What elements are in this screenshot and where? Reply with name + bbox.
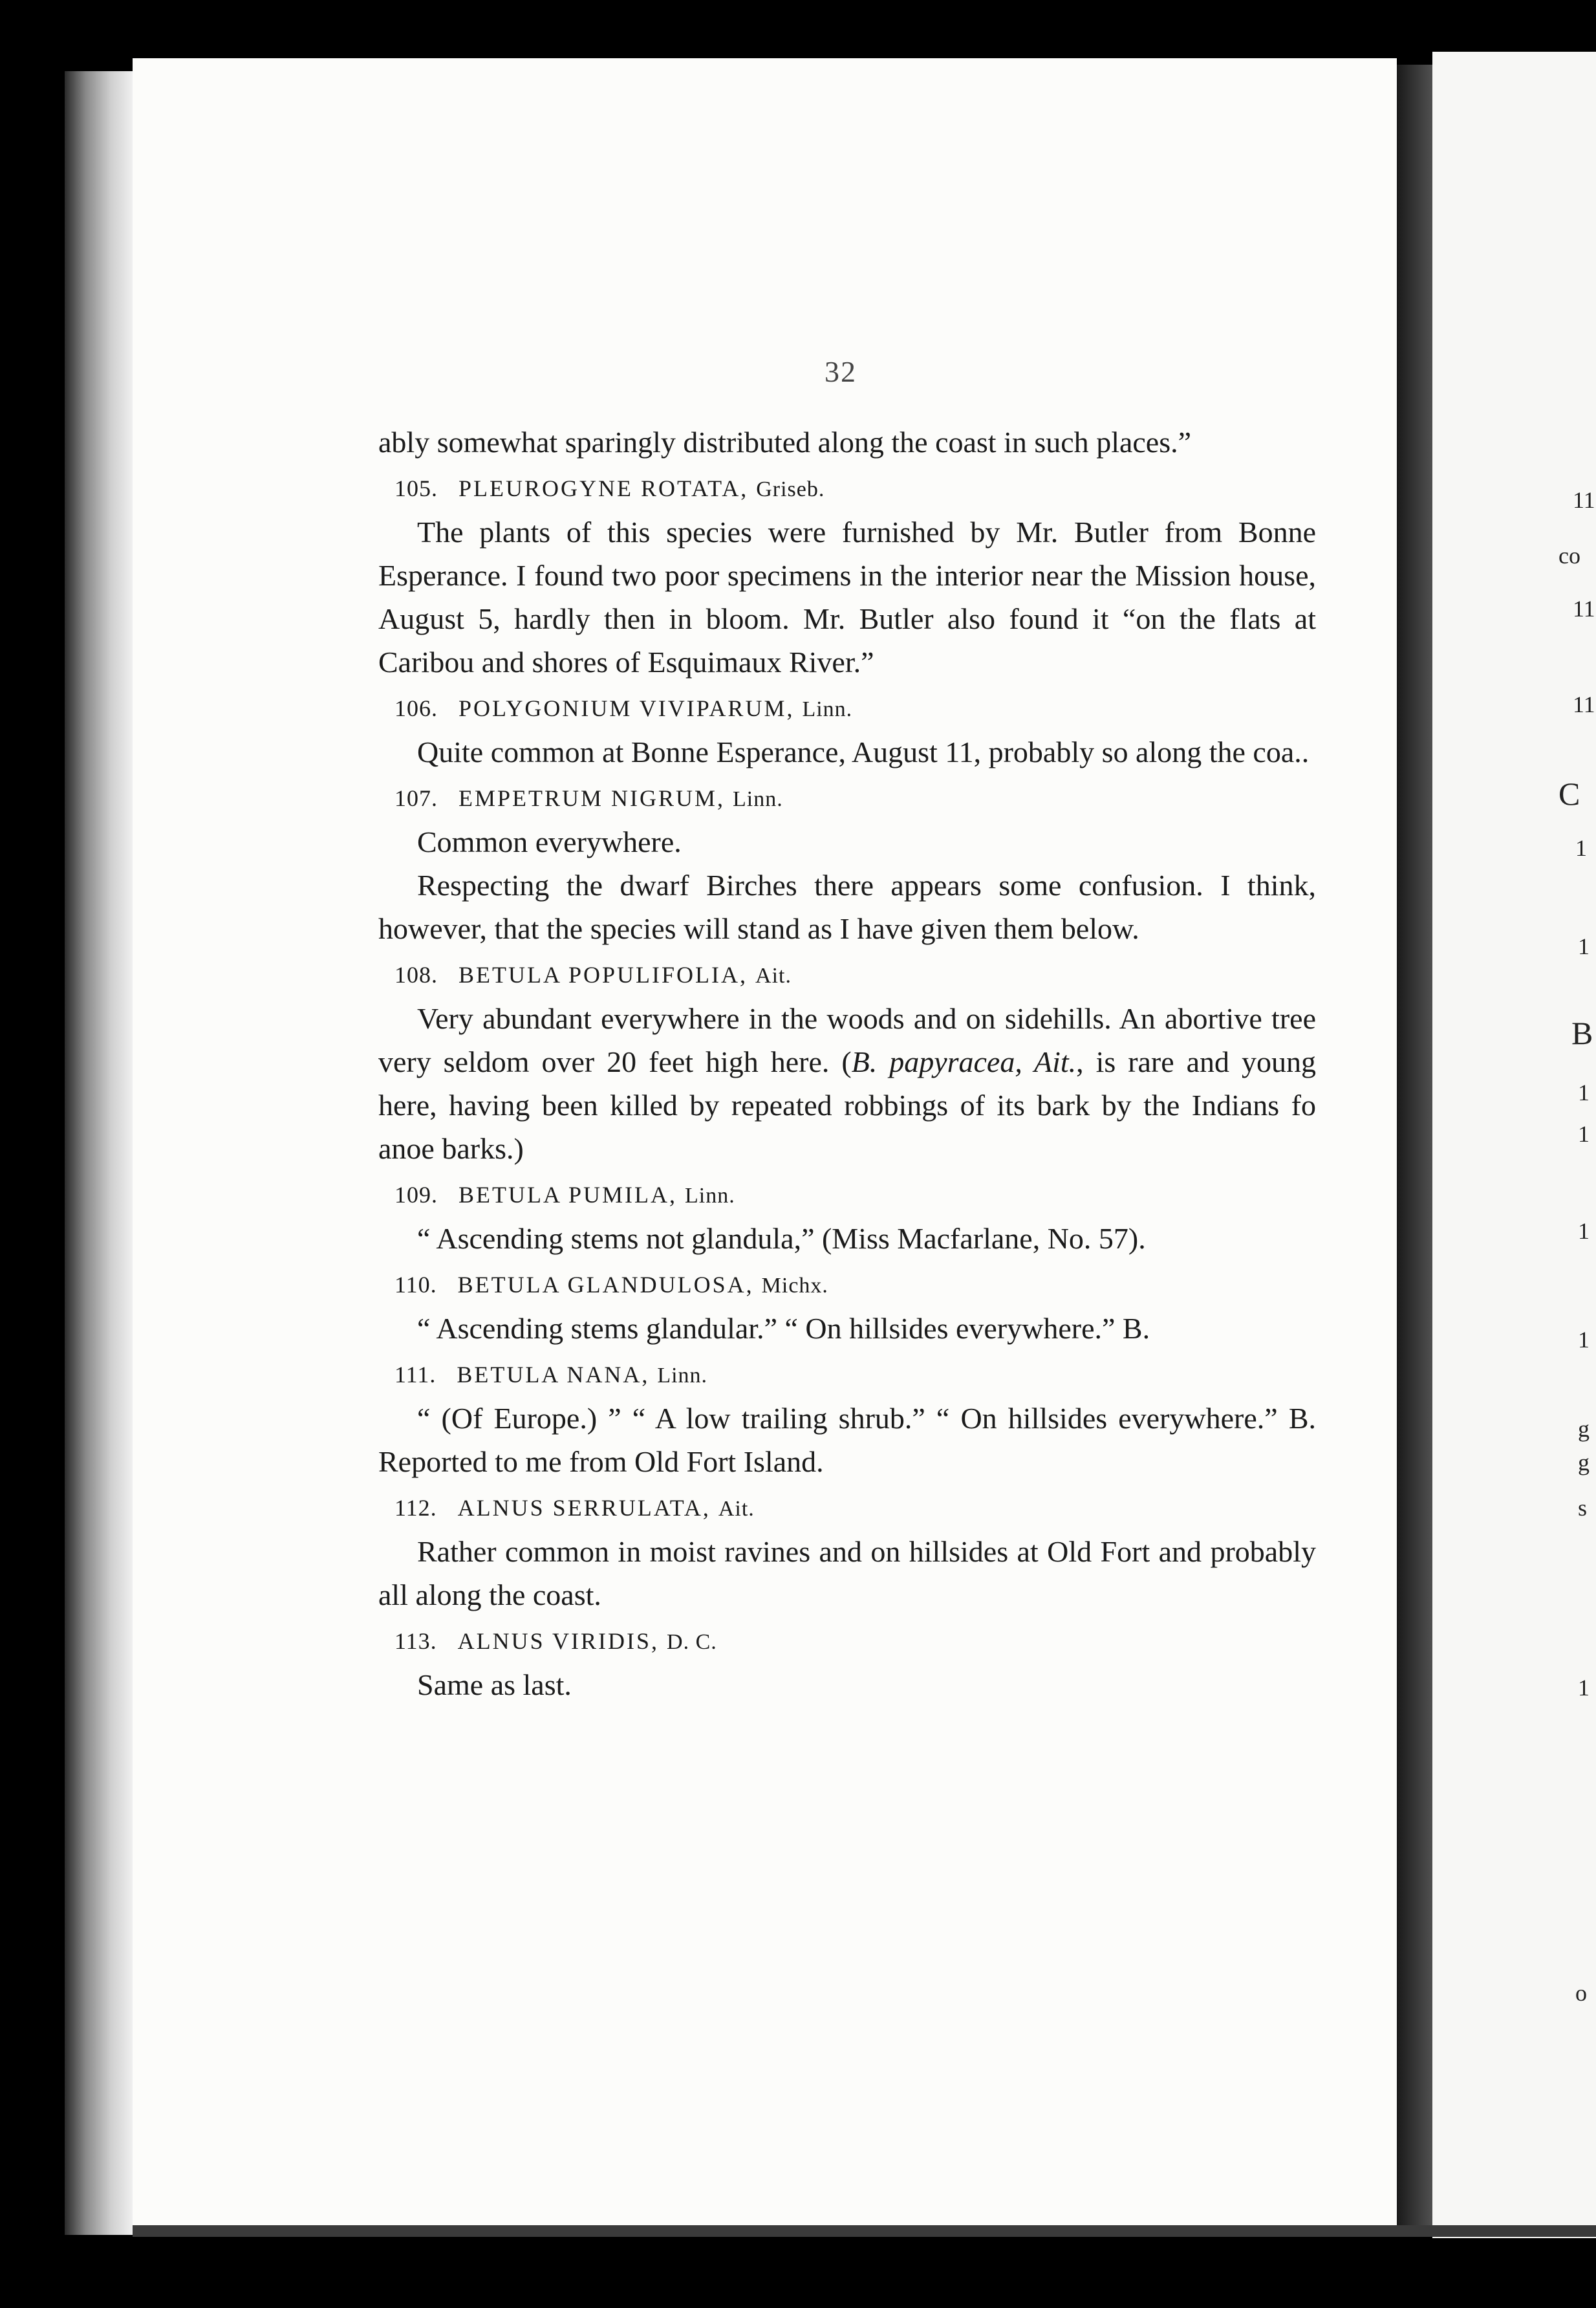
species-name: BETULA GLANDULOSA, [457,1272,754,1298]
page-text [378,349,1316,1706]
entry-text: Quite common at Bonne Esperance, August 11, probably so along the coa.. [417,735,1310,768]
facing-page-fragment: 11 [1573,691,1595,717]
entry-text: “ Ascending stems not glandula,” (Miss Macfarlane, No. 57). [417,1222,1146,1255]
entry-number: 109. [394,1182,438,1208]
entry-number: 108. [394,962,438,988]
species-name: ALNUS SERRULATA, [457,1495,711,1521]
entry-text: Same as last. [417,1668,572,1701]
species-name: BETULA POPULIFOLIA, [458,962,748,988]
species-name: BETULA PUMILA, [458,1182,677,1208]
facing-page-fragment: 1 [1578,1675,1590,1701]
species-name: PLEUROGYNE ROTATA, [458,475,749,501]
entry-number: 107. [394,785,438,811]
entry-text: Respecting the dwarf Birches there appears some confusion. I think, however, that the species will stand as I have given them below. [378,869,1316,945]
entry-text: “ Ascending stems glandular.” “ On hillsides everywhere.” B. [417,1312,1150,1345]
entry-number: 110. [394,1272,437,1298]
opening-paragraph: ably somewhat sparingly distributed along the coast in such places.” [378,426,1192,459]
facing-page-fragment: B [1571,1015,1593,1051]
facing-page-fragment: 11 [1573,487,1595,513]
entry-text: The plants of this species were furnished by Mr. Butler from Bonne Esperance. I found two poor specimens in the interior near the Mission house, August 5, hardly then in bloom. Mr. Butler also found it “on the flats at Caribou and shores of Esquimaux River.” [378,516,1316,679]
facing-page-fragment: 1 [1578,1121,1590,1147]
species-name: EMPETRUM NIGRUM, [458,785,726,811]
entry-text: Very abundant everywhere in the woods and on sidehills. An abortive tree very seldom over 20 feet high here. (B. papyracea, Ait., is rare and young here, having been killed by repeated robbings of its bark by the Indians fo anoe barks.) [378,1002,1316,1165]
facing-page-fragment: C [1558,776,1580,812]
entry-heading [394,688,1316,730]
facing-page-fragment: g [1578,1450,1590,1475]
facing-page-fragment: 1 [1575,835,1587,861]
page-bottom-edge [133,2225,1596,2237]
entry-number: 111. [394,1362,437,1388]
species-author: Ait. [718,1497,755,1521]
species-author: Linn. [685,1184,735,1208]
facing-page-fragment: o [1575,1980,1587,2006]
entry-text: Common everywhere. [417,825,682,858]
book-spine-gutter [65,71,136,2235]
facing-page-fragment: 11 [1573,596,1595,622]
entry-number: 113. [394,1628,437,1654]
entry-heading [394,468,1316,510]
species-author: Ait. [755,964,792,988]
species-name: ALNUS VIRIDIS, [457,1628,660,1654]
entry-heading [394,1174,1316,1217]
page-number: 32 [825,355,857,388]
entry-heading [394,778,1316,820]
entry-text: “ (Of Europe.) ” “ A low trailing shrub.” “ On hillsides everywhere.” B. Reported to me from Old Fort Island. [378,1402,1316,1478]
entry-number: 112. [394,1495,437,1521]
entry-heading [394,1354,1316,1397]
species-name: BETULA NANA, [457,1362,650,1388]
species-author: Michx. [761,1274,828,1298]
entry-heading [394,1620,1316,1663]
species-author: Griseb. [756,477,825,501]
entry-heading [394,1264,1316,1307]
facing-page [1432,52,1596,2238]
entry-text: Rather common in moist ravines and on hillsides at Old Fort and probably all along the coast. [378,1535,1316,1611]
entry-heading [394,1487,1316,1530]
facing-page-fragment: co [1558,543,1580,569]
species-author: Linn. [657,1364,708,1388]
page-fold-shadow [1397,65,1436,2225]
species-name: POLYGONIUM VIVIPARUM, [458,695,795,721]
facing-page-fragment: g [1578,1416,1590,1442]
facing-page-fragment: s [1578,1495,1588,1521]
entry-number: 105. [394,475,438,501]
facing-page-fragment: 1 [1578,1327,1590,1353]
entry-number: 106. [394,695,438,721]
facing-page-fragment: 1 [1578,1080,1590,1105]
facing-page-fragment: 1 [1578,933,1590,959]
species-author: Linn. [802,697,853,721]
species-author: D. C. [667,1630,717,1654]
facing-page-fragment: 1 [1578,1218,1590,1244]
species-author: Linn. [733,787,783,811]
entry-heading [394,954,1316,997]
